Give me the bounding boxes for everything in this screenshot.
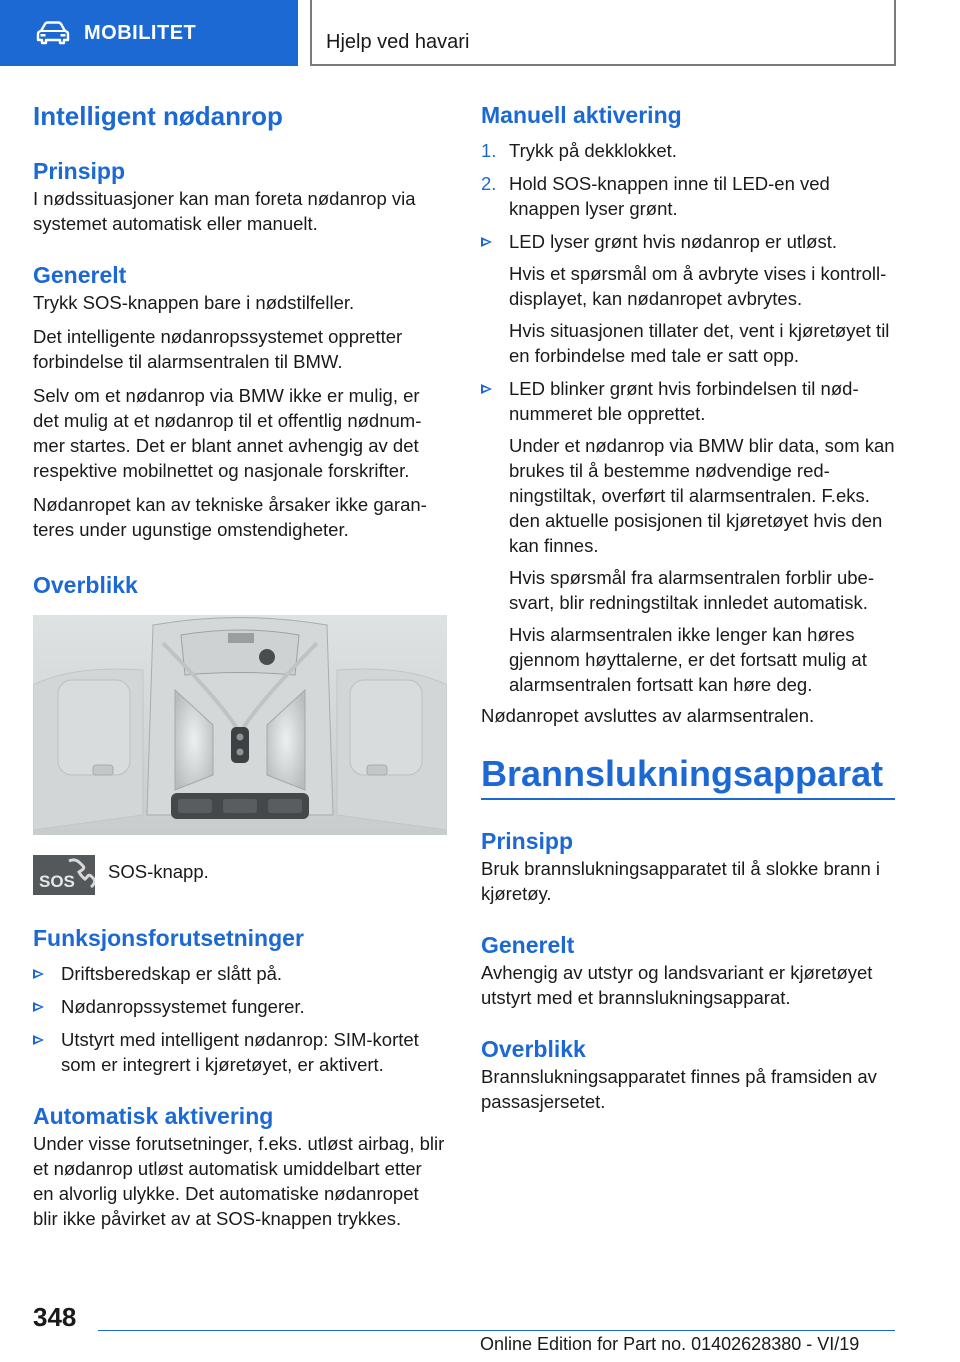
list-item-text: Utstyrt med intelligent nødanrop: SIM-kortet som er integrert i kjøretøyet, er aktivert. — [61, 1029, 419, 1075]
step-number: 2. — [481, 173, 497, 194]
generelt-p2: Det intelligente nødanropssystemet oppretter forbindelse til alarmsentralen til BMW. — [33, 326, 403, 372]
prinsipp-text: I nødssituasjoner kan man foreta nødanrop via systemet automatisk eller manuelt. — [33, 188, 416, 234]
list-item — [481, 229, 895, 254]
heading-prinsipp: Prinsipp — [33, 158, 126, 184]
manuell-end-text: Nødanropet avsluttes av alarmsentralen. — [481, 705, 815, 726]
step-number: 1. — [481, 140, 497, 161]
section-tab — [0, 0, 298, 66]
step-text: Trykk på dekklokket. — [509, 140, 677, 161]
generelt-p4: Nødanropet kan av tekniske årsaker ikke garanteres under ugunstige omstendigheter. — [33, 494, 427, 540]
heading-funksjonsforutsetninger: Funksjonsforutsetninger — [33, 925, 304, 951]
generelt-p1: Trykk SOS-knappen bare i nødstilfeller. — [33, 292, 355, 313]
footer-rule — [98, 1330, 895, 1331]
heading-brann-overblikk: Overblikk — [481, 1036, 586, 1062]
overhead-console-drawing — [33, 615, 447, 835]
triangle-bullet-icon — [33, 1002, 44, 1012]
triangle-bullet-icon — [33, 969, 44, 979]
title-brannslukningsapparat: Brannslukningsapparat — [481, 753, 884, 794]
automatisk-text: Under visse forutsetninger, f.eks. utløst airbag, blir et nødanrop utløst automatisk umiddelbart etter en alvorlig ulykke. Det automatiske nødanropet blir ikke påvirket av at SOS-knappen trykkes. — [33, 1133, 445, 1229]
list-item — [33, 994, 447, 1019]
heading-automatisk-aktivering: Automatisk aktivering — [33, 1103, 274, 1129]
heading-generelt: Generelt — [33, 262, 127, 288]
left-column — [33, 100, 447, 1231]
car-icon — [36, 21, 70, 45]
heading-brann-generelt: Generelt — [481, 932, 575, 958]
list-item-text: Driftsberedskap er slått på. — [61, 963, 283, 984]
sub-paragraph: Hvis situasjonen tillater det, vent i kjøretøyet til en forbindelse med tale er satt opp. — [509, 320, 890, 366]
list-item — [481, 376, 895, 426]
sos-button-icon — [33, 855, 95, 895]
sos-caption: SOS-knapp. — [108, 861, 209, 882]
overhead-console-image — [33, 615, 447, 835]
list-item-text: LED blinker grønt hvis forbindelsen til nødnummeret ble opprettet. — [509, 378, 859, 424]
chapter-tab — [310, 0, 896, 66]
funksjon-list — [33, 961, 447, 1077]
edition-text: Online Edition for Part no. 01402628380 - VI/19 — [480, 1334, 860, 1354]
sub-paragraph: Under et nødanrop via BMW blir data, som kan brukes til å bestemme nødvendige redningstiltak, overført til alarmsentralen. F.eks. den aktuelle posisjonen til kjøretøyet hvis den kan finnes. — [509, 435, 895, 556]
brann-generelt-text: Avhengig av utstyr og landsvariant er kjøretøyet utstyrt med et brannslukningsapparat. — [481, 962, 873, 1008]
heading-manuell-aktivering: Manuell aktivering — [481, 102, 682, 128]
page-header — [0, 0, 960, 66]
sub-paragraph: Hvis et spørsmål om å avbryte vises i kontrolldisplayet, kan nødanropet avbrytes. — [509, 263, 887, 309]
heading-overblikk: Overblikk — [33, 572, 138, 598]
heading-brann-prinsipp: Prinsipp — [481, 828, 574, 854]
step-item — [481, 171, 895, 221]
step-item — [481, 138, 895, 163]
brann-overblikk-text: Brannslukningsapparatet finnes på framsiden av passasjersetet. — [481, 1066, 877, 1112]
sos-icon-label: SOS — [39, 872, 75, 891]
right-column — [481, 100, 895, 1114]
list-item-text: Nødanropssystemet fungerer. — [61, 996, 305, 1017]
generelt-p3: Selv om et nødanrop via BMW ikke er mulig, er det mulig at et nødanrop til et offentlig nødnummer startes. Det er blant annet avhengig av det respektive mobilnettet og nasjonale forskrifter. — [33, 385, 422, 481]
step-text: Hold SOS-knappen inne til LED-en ved knappen lyser grønt. — [509, 173, 830, 219]
title-underline — [481, 798, 895, 800]
sub-paragraph: Hvis alarmsentralen ikke lenger kan høres gjennom høyttalerne, er det fortsatt mulig at alarmsentralen fortsatt kan høre deg. — [509, 624, 867, 695]
list-item — [33, 961, 447, 986]
triangle-bullet-icon — [481, 384, 492, 394]
manuell-bullets — [481, 376, 895, 426]
section-title: MOBILITET — [84, 21, 197, 44]
triangle-bullet-icon — [481, 237, 492, 247]
chapter-title: Hjelp ved havari — [326, 31, 470, 53]
list-item-text: LED lyser grønt hvis nødanrop er utløst. — [509, 231, 837, 252]
page-number: 348 — [33, 1302, 77, 1332]
sos-legend — [33, 855, 447, 895]
sub-paragraph: Hvis spørsmål fra alarmsentralen forblir ubesvart, blir redningstiltak innledet automatisk. — [509, 567, 874, 613]
triangle-bullet-icon — [33, 1035, 44, 1045]
list-item — [33, 1027, 447, 1077]
brann-prinsipp-text: Bruk brannslukningsapparatet til å slokke brann i kjøretøy. — [481, 858, 881, 904]
manuell-steps — [481, 138, 895, 254]
title-intelligent-nodanrop: Intelligent nødanrop — [33, 101, 283, 131]
